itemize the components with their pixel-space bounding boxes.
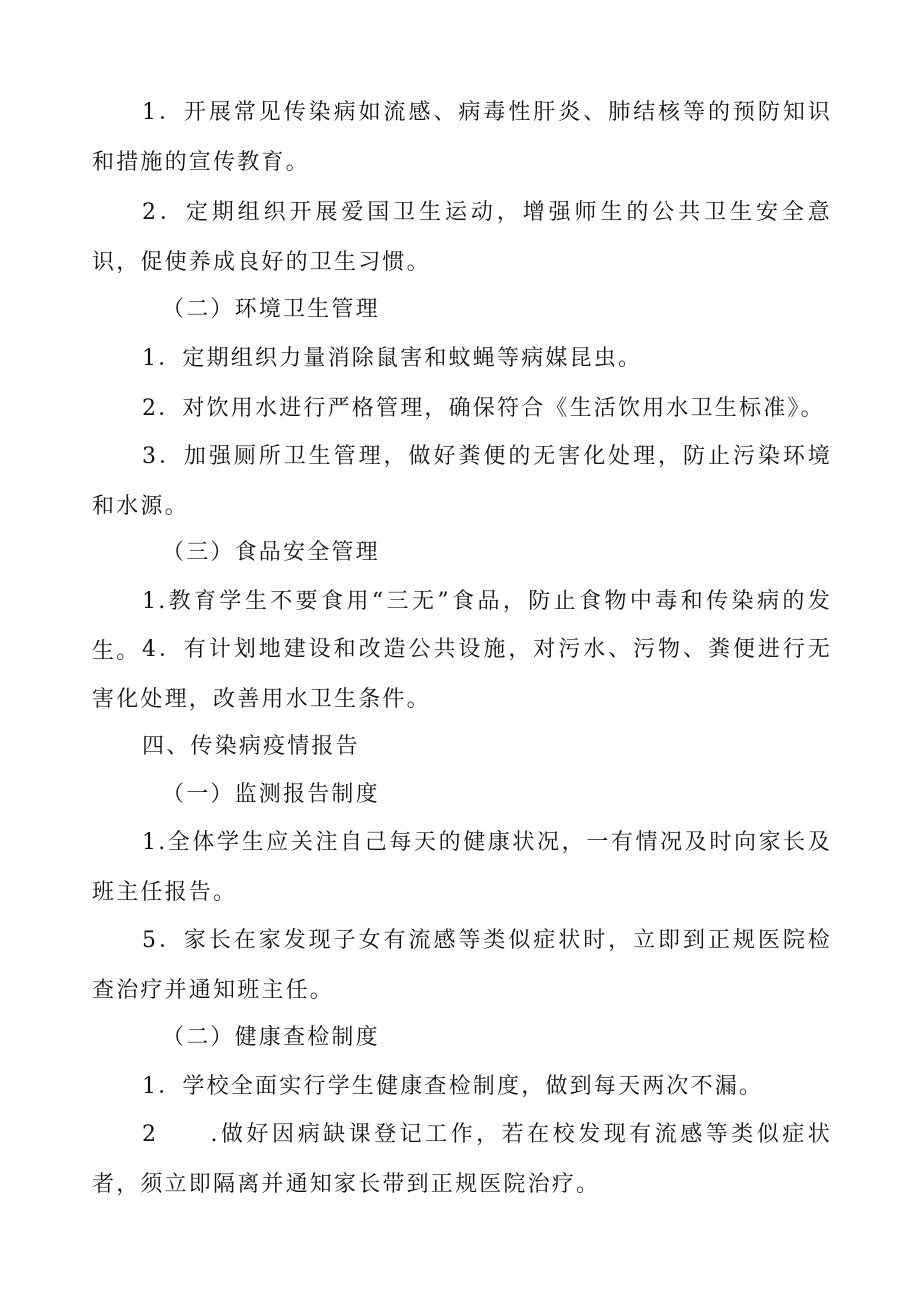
paragraph-three-no-food: 1.教育学生不要食用“三无”食品，防止食物中毒和传染病的发生。 <box>92 589 832 664</box>
heading-health-check: （二）健康查检制度 <box>162 1025 380 1050</box>
paragraph-drinking-water: 2．对饮用水进行严格管理，确保符合《生活饮用水卫生标准》。 <box>142 396 825 421</box>
paragraph-health-education: 1．开展常见传染病如流感、病毒性肝炎、肺结核等的预防知识和措施的宣传教育。 <box>92 100 832 175</box>
paragraph-public-facilities: 4．有计划地建设和改造公共设施，对污水、污物、粪便进行无害化处理，改善用水卫生条件。 <box>92 637 832 712</box>
heading-food-safety: （三）食品安全管理 <box>162 540 380 565</box>
paragraph-absence-registration: 2 .做好因病缺课登记工作，若在校发现有流感等类似症状者，须立即隔离并通知家长带到正规医院治疗。 <box>92 1122 832 1197</box>
paragraph-daily-check: 1．学校全面实行学生健康查检制度，做到每天两次不漏。 <box>142 1074 764 1099</box>
paragraph-student-health-status: 1.全体学生应关注自己每天的健康状况，一有情况及时向家长及班主任报告。 <box>92 830 832 905</box>
heading-monitoring-report: （一）监测报告制度 <box>162 782 380 807</box>
heading-epidemic-report: 四、传染病疫情报告 <box>142 734 360 759</box>
paragraph-patriotic-hygiene: 2．定期组织开展爱国卫生运动，增强师生的公共卫生安全意识，促使养成良好的卫生习惯。 <box>92 200 832 275</box>
paragraph-parent-notify: 5．家长在家发现子女有流感等类似症状时，立即到正规医院检查治疗并通知班主任。 <box>92 928 832 1003</box>
heading-environment-hygiene: （二）环境卫生管理 <box>162 297 380 322</box>
paragraph-toilet-hygiene: 3．加强厕所卫生管理，做好粪便的无害化处理，防止污染环境和水源。 <box>92 444 832 519</box>
paragraph-pest-control: 1．定期组织力量消除鼠害和蚊蝇等病媒昆虫。 <box>142 346 643 371</box>
